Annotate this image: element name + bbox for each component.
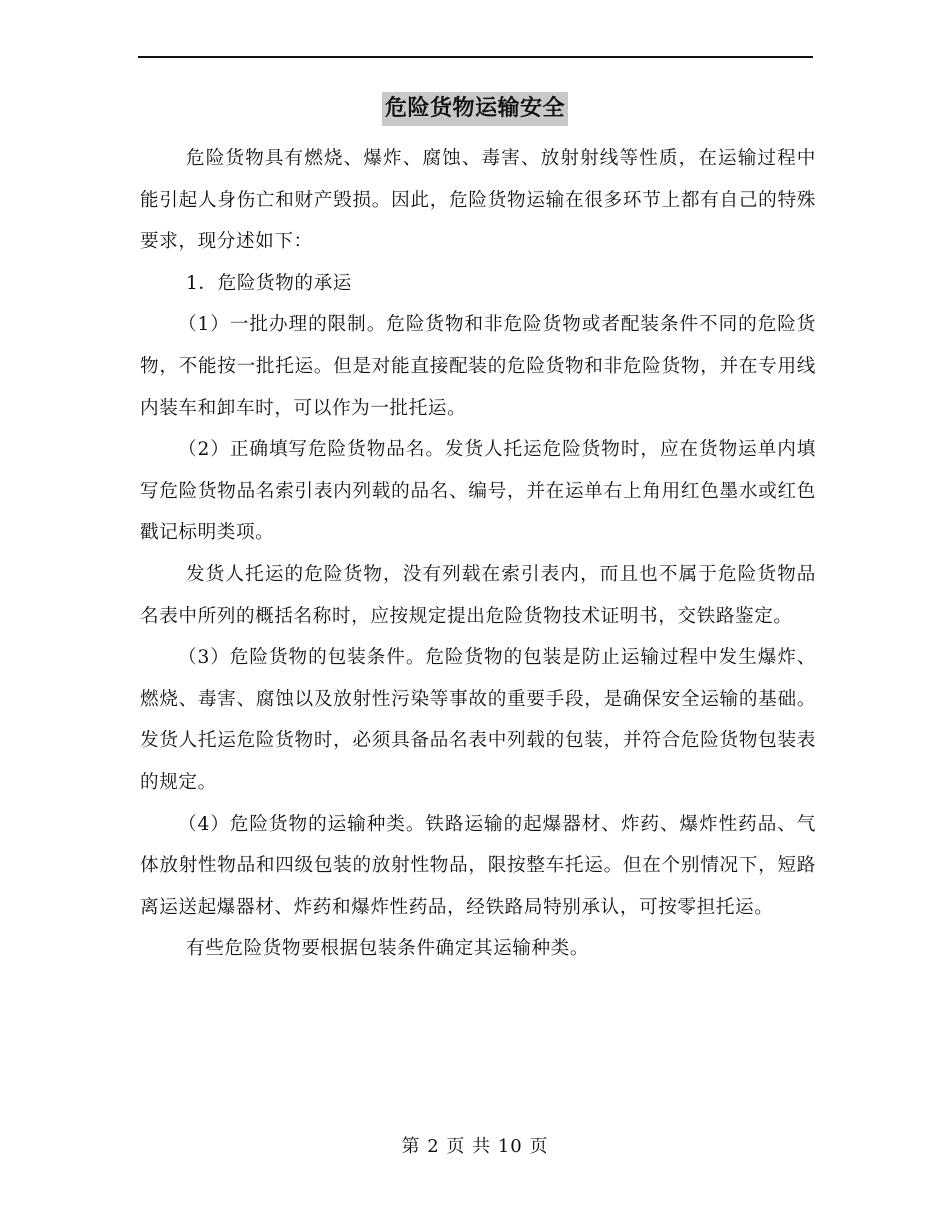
document-title: 危险货物运输安全: [382, 92, 568, 126]
paragraph-unlisted-goods: 发货人托运的危险货物，没有列载在索引表内，而且也不属于危险货物品名表中所列的概括名称时，应按规定提出危险货物技术证明书，交铁路鉴定。: [140, 563, 816, 627]
document-body: [140, 138, 816, 970]
paragraph-intro: 危险货物具有燃烧、爆炸、腐蚀、毒害、放射射线等性质，在运输过程中能引起人身伤亡和财产毁损。因此，危险货物运输在很多环节上都有自己的特殊要求，现分述如下：: [140, 148, 816, 253]
paragraph-transport-type: （4）危险货物的运输种类。铁路运输的起爆器材、炸药、爆炸性药品、气体放射性物品和四级包装的放射性物品，限按整车托运。但在个别情况下，短路离运送起爆器材、炸药和爆炸性药品，经铁路局特别承认，可按零担托运。: [140, 813, 816, 918]
paragraph-packaging: （3）危险货物的包装条件。危险货物的包装是防止运输过程中发生爆炸、燃烧、毒害、腐蚀以及放射性污染等事故的重要手段，是确保安全运输的基础。发货人托运危险货物时，必须具备品名表中列载的包装，并符合危险货物包装表的规定。: [140, 647, 816, 793]
paragraph-batch-limit: （1）一批办理的限制。危险货物和非危险货物或者配装条件不同的危险货物，不能按一批托运。但是对能直接配装的危险货物和非危险货物，并在专用线内装车和卸车时，可以作为一批托运。: [140, 314, 816, 419]
page-number-footer: 第 2 页 共 10 页: [401, 1136, 549, 1157]
paragraph-closing: 有些危险货物要根据包装条件确定其运输种类。: [186, 938, 590, 960]
paragraph-product-name: （2）正确填写危险货物品名。发货人托运危险货物时，应在货物运单内填写危险货物品名索引表内列载的品名、编号，并在运单右上角用红色墨水或红色戳记标明类项。: [140, 439, 816, 544]
section-heading-acceptance: 1．危险货物的承运: [186, 272, 352, 294]
header-rule: [138, 56, 813, 58]
title-container: [0, 92, 950, 126]
